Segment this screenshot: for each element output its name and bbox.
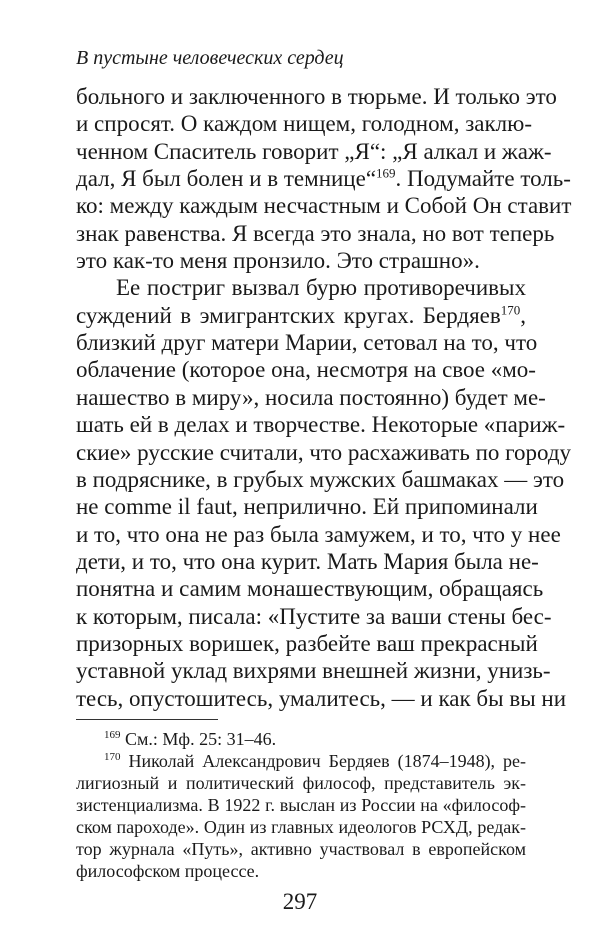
footnote-ref-170: 170	[500, 302, 521, 318]
footnote-separator	[76, 719, 218, 720]
text-fragment: суждений в эмигрантских кругах. Бердяев	[76, 302, 501, 328]
text-line: облачение (которое она, несмотря на свое «мо-	[76, 357, 536, 383]
footnote-line: зистенциализма. В 1922 г. выслан из России на «философ-	[76, 795, 526, 815]
footnote-line: лигиозный и политический философ, представитель эк-	[76, 773, 526, 793]
text-line: тесь, опустошитесь, умалитесь, — и как бы вы ни	[76, 685, 567, 711]
text-line: призорных воришек, разбейте ваш прекрасный	[76, 630, 538, 656]
text-line: дети, и то, что она курит. Мать Мария была не-	[76, 548, 539, 574]
text-line	[76, 302, 526, 329]
text-line: не comme il faut, неприлично. Ей припоминали	[76, 494, 538, 520]
footnote-170	[104, 750, 526, 772]
text-fragment: ,	[520, 302, 526, 328]
text-line: к которым, писала: «Пустите за ваши стены бес-	[76, 603, 552, 629]
text-line: ские» русские считали, что расхаживать по городу	[76, 439, 572, 465]
text-line: это как-то меня пронзило. Это страшно».	[76, 248, 480, 274]
footnote-number: 170	[104, 751, 121, 763]
text-line: и то, что она не раз была замужем, и то, что у нее	[76, 521, 561, 547]
footnote-169	[104, 728, 526, 750]
text-line: ченном Спаситель говорит „Я“: „Я алкал и жаж-	[76, 138, 552, 164]
text-line: уставной уклад вихрями внешней жизни, унизь-	[76, 658, 551, 684]
text-line: больного и заключенного в тюрьме. И только это	[76, 84, 557, 109]
text-line: ко: между каждым несчастным и Собой Он ставит	[76, 193, 572, 219]
text-line: и спросят. О каждом нищем, голодном, заклю-	[76, 111, 532, 137]
footnote-line: философском процессе.	[76, 861, 260, 881]
footnote-text: Николай Александрович Бердяев (1874–1948), ре-	[120, 751, 526, 771]
page-number: 297	[282, 889, 318, 914]
footnote-line: ском пароходе». Один из главных идеологов РСХД, редак-	[76, 817, 526, 837]
footnote-ref-169: 169	[376, 165, 396, 181]
footnote-text: См.: Мф. 25: 31–46.	[120, 729, 277, 749]
text-line	[76, 165, 571, 192]
footnote-number: 169	[104, 729, 121, 741]
text-line: Ее постриг вызвал бурю противоречивых	[116, 275, 526, 301]
text-line: нашество в миру», носила постоянно) будет ме-	[76, 384, 546, 410]
text-line: шать ей в делах и творчестве. Некоторые «париж-	[76, 412, 566, 438]
text-line: близкий друг матери Марии, сетовал на то, что	[76, 330, 538, 356]
text-line: понятна и самим монашествующим, обращаясь	[76, 576, 544, 602]
text-fragment: . Подумайте толь-	[395, 166, 571, 192]
footnote-line: тор журнала «Путь», активно участвовал в европейском	[76, 839, 526, 859]
text-line: знак равенства. Я всегда это знала, но вот теперь	[76, 220, 555, 246]
running-head: В пустыне человеческих сердец	[76, 47, 344, 69]
text-fragment: дал, Я был болен и в темнице“	[76, 166, 377, 192]
text-line: в подряснике, в грубых мужских башмаках — это	[76, 466, 565, 492]
